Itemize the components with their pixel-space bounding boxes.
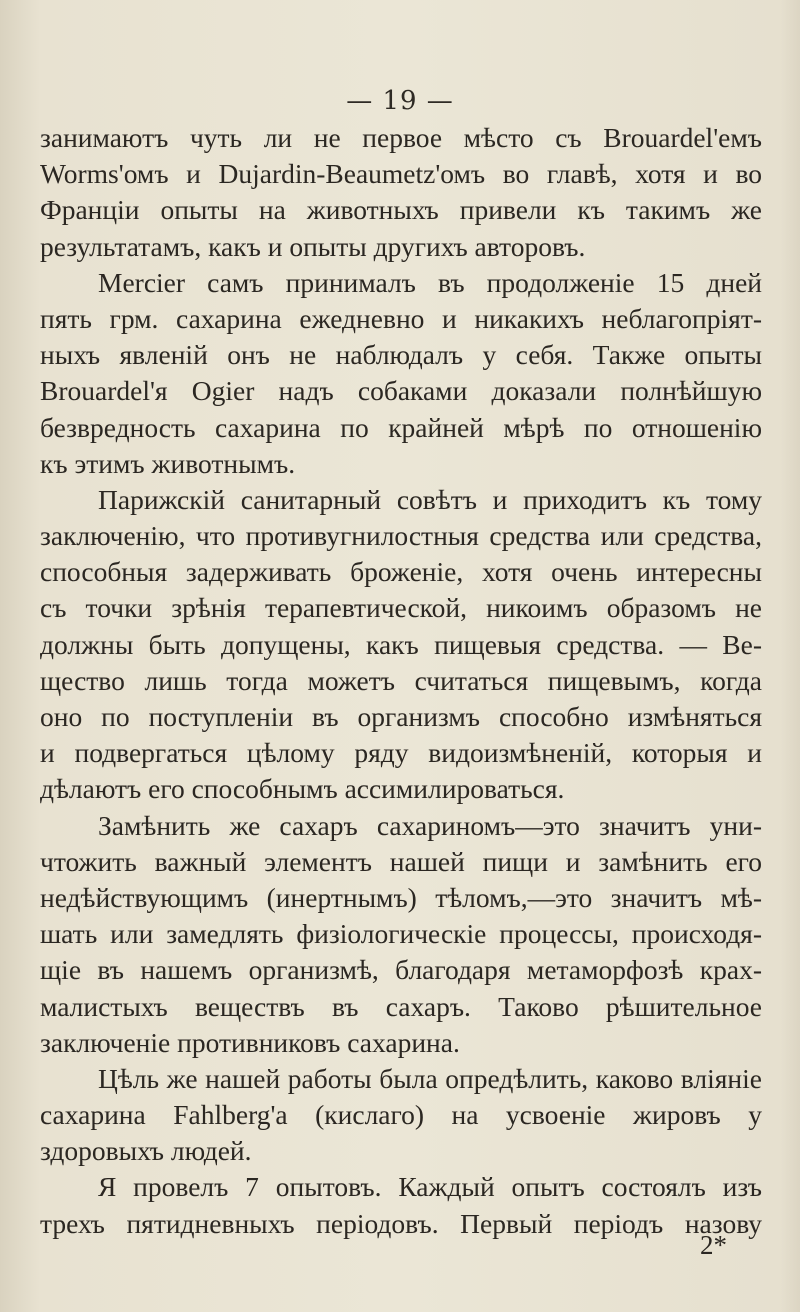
text-line: результатамъ, какъ и опыты другихъ авторовъ. <box>40 230 586 262</box>
text-line: Парижскій санитарный совѣтъ и приходитъ къ тому <box>98 483 762 515</box>
text-line: ныхъ явленій онъ не наблюдалъ у себя. Также опыты <box>40 339 762 371</box>
text-line: пять грм. сахарина ежедневно и никакихъ неблагопріят- <box>40 302 762 334</box>
text-line: здоровыхъ людей. <box>40 1135 252 1167</box>
text-line: Mercier самъ принималъ въ продолженіе 15 дней <box>98 266 762 298</box>
text-line: трехъ пятидневныхъ періодовъ. Первый періодъ назову <box>40 1207 762 1239</box>
page-number: — 19 — <box>346 86 454 116</box>
text-line: занимаютъ чуть ли не первое мѣсто съ Brouardel'емъ <box>40 122 762 153</box>
text-line: способныя задерживать броженіе, хотя очень интересны <box>40 556 762 588</box>
text-line: заключенію, что противугнилостныя средства или средства, <box>40 520 762 552</box>
text-line: Замѣнить же сахаръ сахариномъ—это значитъ уни- <box>98 809 762 841</box>
text-line: заключеніе противниковъ сахарина. <box>40 1026 460 1058</box>
text-line: Я провелъ 7 опытовъ. Каждый опытъ состоялъ изъ <box>98 1171 762 1203</box>
text-line: къ этимъ животнымъ. <box>40 447 296 479</box>
text-line: Brouardel'я Ogier надъ собаками доказали полнѣйшую <box>40 375 762 407</box>
text-line: Цѣль же нашей работы была опредѣлить, каково вліяніе <box>98 1062 762 1094</box>
text-line: съ точки зрѣнія терапевтической, никоимъ образомъ не <box>40 592 762 624</box>
text-line: безвредность сахарина по крайней мѣрѣ по отношенію <box>40 411 762 443</box>
body-text <box>40 120 762 1242</box>
text-line: недѣйствующимъ (инертнымъ) тѣломъ,—это значитъ мѣ- <box>40 881 762 913</box>
text-line: и подвергаться цѣлому ряду видоизмѣненій, которыя и <box>40 737 762 769</box>
text-line: чтожить важный элементъ нашей пищи и замѣнить его <box>40 845 762 877</box>
text-line: щіе въ нашемъ организмѣ, благодаря метаморфозѣ крах- <box>40 954 762 986</box>
printer-signature-mark: 2* <box>700 1230 727 1260</box>
text-line: дѣлаютъ его способнымъ ассимилироваться. <box>40 773 565 805</box>
text-line: шать или замедлять физіологическіе процессы, происходя- <box>40 918 762 950</box>
text-line: Worms'омъ и Dujardin-Beaumetz'омъ во главѣ, хотя и во <box>40 158 762 190</box>
text-line: оно по поступленіи въ организмъ способно измѣняться <box>40 701 762 732</box>
text-line: щество лишь тогда можетъ считаться пищевымъ, когда <box>40 664 762 696</box>
text-line: малистыхъ веществъ въ сахаръ. Таково рѣшительное <box>40 990 762 1022</box>
text-line: сахарина Fahlberg'а (кислаго) на усвоеніе жировъ у <box>40 1099 762 1131</box>
text-line: Франціи опыты на животныхъ привели къ такимъ же <box>40 194 762 226</box>
text-line: должны быть допущены, какъ пищевыя средства. — Ве- <box>40 628 762 660</box>
